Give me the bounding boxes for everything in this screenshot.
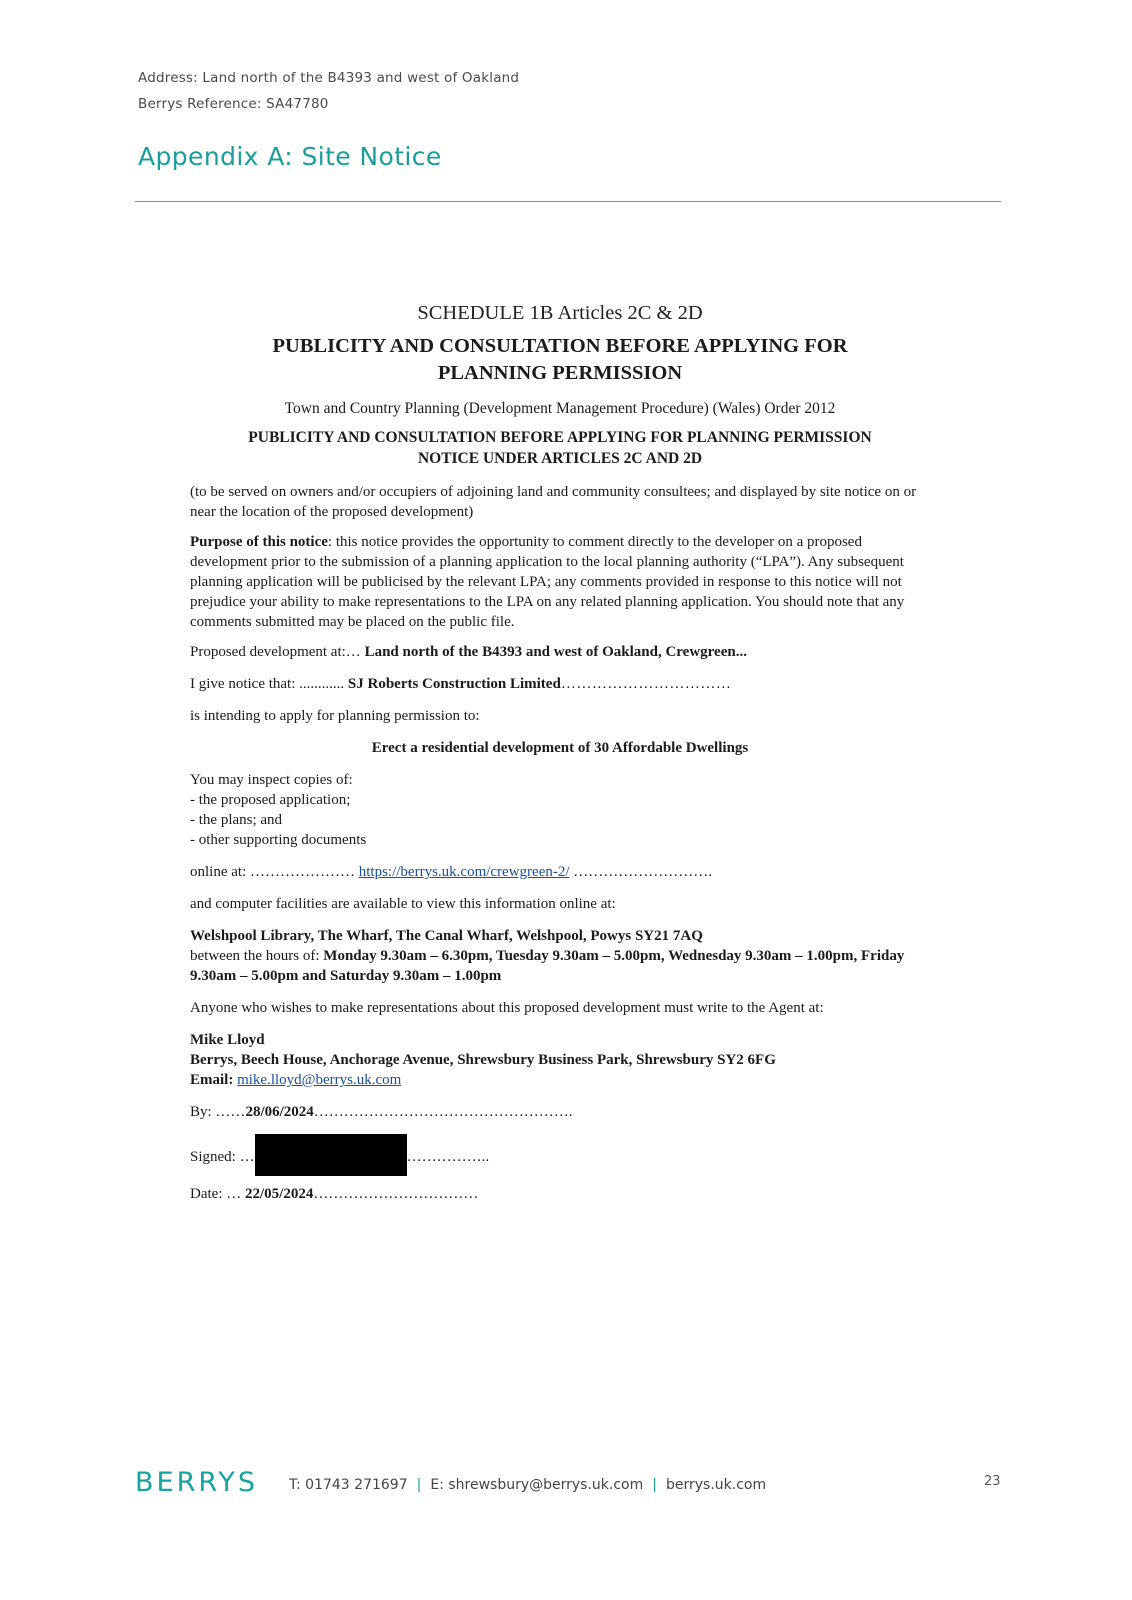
footer-phone: T: 01743 271697 bbox=[289, 1477, 408, 1493]
email-label: Email: bbox=[190, 1072, 234, 1088]
agent-block bbox=[190, 1030, 930, 1090]
agent-name: Mike Lloyd bbox=[190, 1032, 265, 1048]
online-url-link[interactable]: https://berrys.uk.com/crewgreen-2/ bbox=[358, 864, 570, 880]
redacted-signature bbox=[255, 1134, 407, 1176]
notice-label: I give notice that: ............ bbox=[190, 676, 345, 692]
main-title-line1: PUBLICITY AND CONSULTATION BEFORE APPLYING FOR bbox=[272, 335, 848, 357]
signed-row bbox=[190, 1134, 930, 1176]
page-number: 23 bbox=[984, 1474, 1001, 1489]
date-row bbox=[190, 1184, 930, 1204]
opening-hours: Monday 9.30am – 6.30pm, Tuesday 9.30am – 5.00pm, Wednesday 9.30am – 1.00pm, Friday 9.30am – 5.00pm and Saturday 9.30am – 1.00pm bbox=[190, 948, 905, 984]
inspect-block bbox=[190, 770, 930, 850]
inspect-item: - other supporting documents bbox=[190, 832, 367, 848]
header-divider bbox=[135, 201, 1001, 202]
main-title-line2: PLANNING PERMISSION bbox=[437, 362, 683, 384]
agent-email-link[interactable]: mike.lloyd@berrys.uk.com bbox=[237, 1072, 402, 1088]
online-row bbox=[190, 862, 930, 882]
site-notice-scan bbox=[190, 300, 930, 1216]
order-reference: Town and Country Planning (Development Management Procedure) (Wales) Order 2012 bbox=[284, 400, 836, 417]
notice-trail: …………………………… bbox=[560, 676, 732, 692]
hours-label: between the hours of: bbox=[190, 948, 324, 964]
proposed-value: Land north of the B4393 and west of Oakland, Crewgreen... bbox=[360, 644, 747, 660]
purpose-text: : this notice provides the opportunity to comment directly to the developer on a proposed development prior to the submission of a planning application to the local planning authority (“LPA”). Any subsequent planning application will be publicised by the relevant LPA; any comments provided in response to this notice will not prejudice your ability to make representations to the LPA on any related planning application. You should note that any comments submitted may be placed on the public file. bbox=[190, 534, 905, 630]
applicant-name: SJ Roberts Construction Limited bbox=[344, 676, 561, 692]
date-value: 22/05/2024 bbox=[244, 1186, 314, 1202]
date-label: Date: … bbox=[190, 1186, 245, 1202]
by-row bbox=[190, 1102, 930, 1122]
purpose-label: Purpose of this notice bbox=[190, 534, 328, 550]
footer-website[interactable]: berrys.uk.com bbox=[665, 1477, 767, 1493]
inspect-item: - the proposed application; bbox=[190, 792, 351, 808]
online-label: online at: ………………… bbox=[190, 864, 359, 880]
footer-email[interactable]: E: shrewsbury@berrys.uk.com bbox=[430, 1477, 644, 1493]
agent-address: Berrys, Beech House, Anchorage Avenue, Shrewsbury Business Park, Shrewsbury SY2 6FG bbox=[190, 1052, 776, 1068]
appendix-title: Appendix A: Site Notice bbox=[138, 142, 442, 171]
library-address: Welshpool Library, The Wharf, The Canal Wharf, Welshpool, Powys SY21 7AQ bbox=[190, 928, 703, 944]
purpose-paragraph bbox=[190, 532, 930, 632]
schedule-heading: SCHEDULE 1B Articles 2C & 2D bbox=[417, 302, 703, 324]
signed-trail: …………….. bbox=[406, 1149, 490, 1165]
representations-line: Anyone who wishes to make representations about this proposed development must write to the Agent at: bbox=[190, 1000, 824, 1016]
notice-main-title bbox=[190, 333, 930, 387]
signed-label: Signed: … bbox=[190, 1149, 255, 1165]
subtitle-line1: PUBLICITY AND CONSULTATION BEFORE APPLYING FOR PLANNING PERMISSION bbox=[248, 429, 872, 446]
development-description: Erect a residential development of 30 Affordable Dwellings bbox=[371, 740, 749, 756]
by-date: 28/06/2024 bbox=[245, 1104, 314, 1120]
date-trail: …………………………… bbox=[313, 1186, 479, 1202]
inspect-item: - the plans; and bbox=[190, 812, 283, 828]
subtitle-line2: NOTICE UNDER ARTICLES 2C AND 2D bbox=[417, 450, 703, 467]
reference-line: Berrys Reference: SA47780 bbox=[138, 96, 329, 112]
online-trail: ………………………. bbox=[569, 864, 713, 880]
berrys-logo: BERRYS bbox=[135, 1467, 259, 1498]
notice-subtitle bbox=[190, 427, 930, 469]
proposed-label: Proposed development at:… bbox=[190, 644, 361, 660]
library-block bbox=[190, 926, 930, 986]
inspect-intro: You may inspect copies of: bbox=[190, 772, 353, 788]
footer-separator: | bbox=[652, 1477, 657, 1493]
give-notice-row bbox=[190, 674, 930, 694]
proposed-development-row bbox=[190, 642, 930, 662]
served-note: (to be served on owners and/or occupiers of adjoining land and community consultees; and displayed by site notice on or near the location of the proposed development) bbox=[190, 484, 917, 520]
footer-contacts bbox=[289, 1477, 766, 1493]
footer-separator: | bbox=[416, 1477, 422, 1493]
address-line: Address: Land north of the B4393 and west of Oakland bbox=[138, 70, 520, 86]
facilities-line: and computer facilities are available to view this information online at: bbox=[190, 896, 616, 912]
by-trail: ……………………………………………. bbox=[313, 1104, 573, 1120]
intending-line: is intending to apply for planning permission to: bbox=[190, 708, 480, 724]
by-label: By: …… bbox=[190, 1104, 246, 1120]
